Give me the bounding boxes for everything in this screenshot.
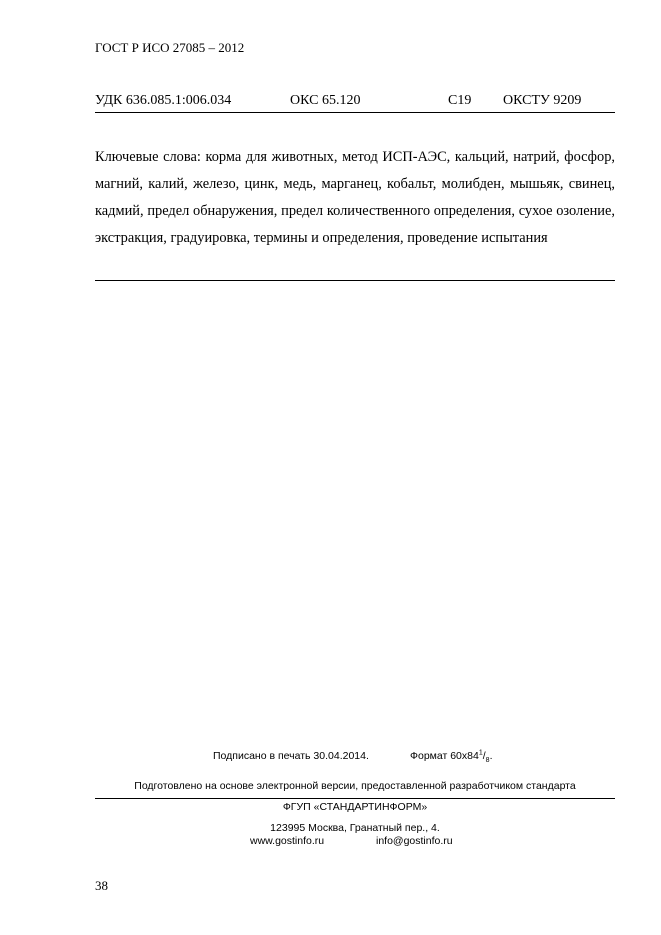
class-code: С19 bbox=[448, 93, 472, 108]
paper-format-denominator: 8 bbox=[485, 757, 490, 765]
oks-code: ОКС 65.120 bbox=[290, 93, 361, 108]
keywords-label: Ключевые слова: bbox=[95, 149, 201, 165]
keywords-divider bbox=[95, 280, 615, 281]
udk-code: УДК 636.085.1:006.034 bbox=[95, 93, 232, 108]
imprint-divider bbox=[95, 798, 615, 799]
okstu-code: ОКСТУ 9209 bbox=[503, 93, 582, 108]
signed-date: Подписано в печать 30.04.2014. bbox=[213, 750, 369, 762]
codes-divider bbox=[95, 112, 615, 113]
paper-format-suffix: . bbox=[489, 750, 493, 762]
paper-format: Формат $60x84^1/_8$. bbox=[410, 749, 493, 765]
paper-format-prefix: Формат 60x84 bbox=[410, 750, 479, 762]
publisher-name: ФГУП «СТАНДАРТИНФОРМ» bbox=[282, 801, 428, 813]
keywords-paragraph bbox=[95, 144, 615, 252]
page-number: 38 bbox=[95, 878, 108, 893]
publisher-contacts bbox=[250, 835, 470, 848]
standard-designation: ГОСТ Р ИСО 27085 – 2012 bbox=[95, 40, 245, 55]
publisher-website: www.gostinfo.ru bbox=[250, 835, 325, 847]
classification-codes bbox=[95, 92, 615, 110]
publisher-address: 123995 Москва, Гранатный пер., 4. bbox=[270, 822, 440, 834]
publisher-email: info@gostinfo.ru bbox=[376, 835, 453, 847]
prepared-note: Подготовлено на основе электронной версии, предоставленной разработчиком стандарта bbox=[134, 780, 576, 792]
keywords-text: корма для животных, метод ИСП-АЭС, кальций, натрий, фосфор, магний, калий, железо, цинк, медь, марганец, кобальт, молибден, мышьяк, свинец, кадмий, предел обнаружения, предел количественного определения, сухое озоление, экстракция, градуировка, термины и определения, проведение испытания bbox=[95, 149, 615, 246]
paper-format-numerator: 1 bbox=[478, 749, 483, 757]
